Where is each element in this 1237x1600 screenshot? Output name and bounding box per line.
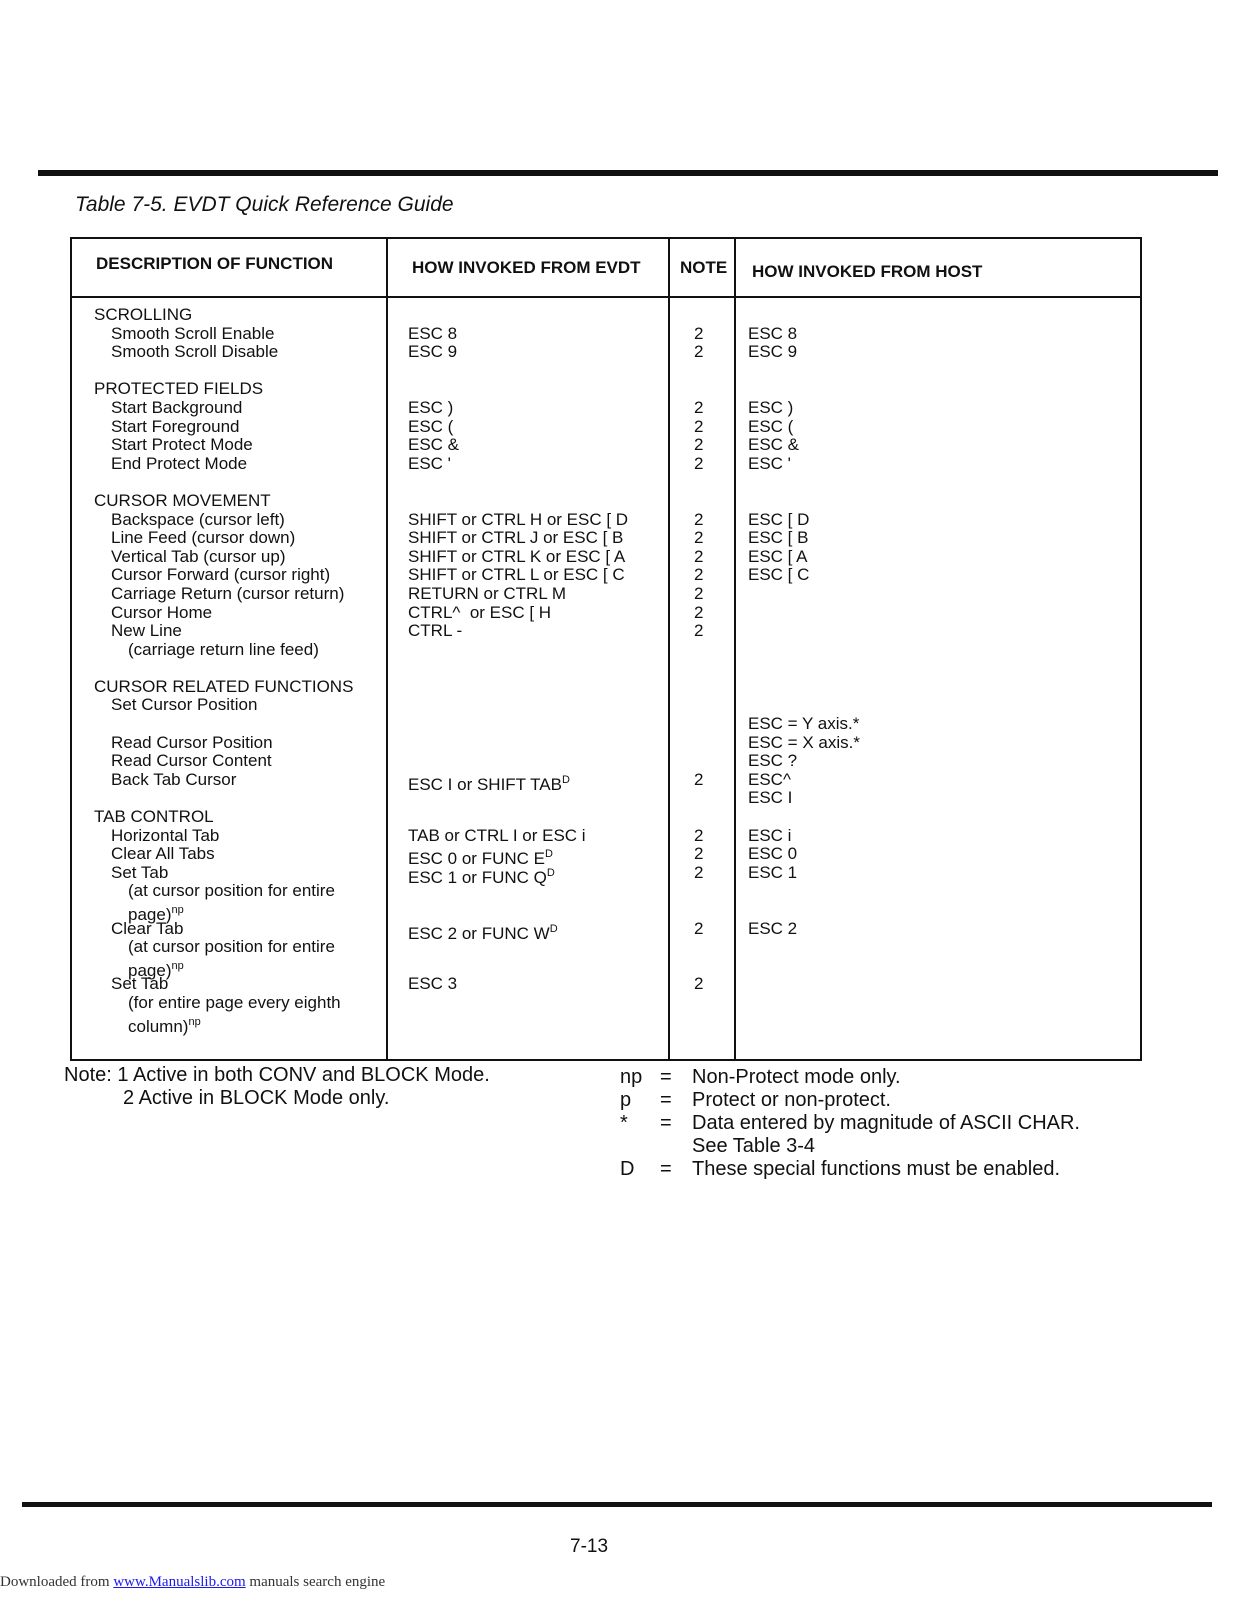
cell-text: SHIFT or CTRL K or ESC [ A	[408, 546, 626, 566]
table-cell-d	[94, 380, 353, 399]
cell-text: ESC &	[408, 435, 460, 455]
note-1: 1 Active in both CONV and BLOCK Mode.	[117, 1064, 490, 1086]
legend	[620, 1066, 1080, 1181]
table-cell-d	[94, 492, 353, 511]
table-cell-d	[94, 641, 353, 660]
cell-text: ESC (	[408, 416, 454, 436]
table-cell-e	[408, 752, 628, 771]
table-cell-h	[748, 901, 860, 920]
cell-text: Smooth Scroll Enable	[111, 323, 275, 343]
table-cell-e	[408, 473, 628, 492]
table-cell-n	[694, 715, 703, 734]
table-cell-e	[408, 306, 628, 325]
legend-text: Non-Protect mode only.	[692, 1066, 901, 1088]
table-cell-e	[408, 864, 628, 887]
header-host: HOW INVOKED FROM HOST	[752, 262, 983, 281]
cell-text: 2	[694, 602, 704, 622]
table-cell-d	[94, 901, 353, 924]
table-cell-n	[694, 882, 703, 901]
cell-text: ESC I	[748, 788, 793, 808]
table-cell-e	[408, 492, 628, 511]
legend-item	[620, 1066, 1080, 1089]
cell-text: ESC [ C	[748, 565, 810, 585]
table-cell-e	[408, 957, 628, 976]
cell-text: ESC '	[748, 453, 791, 473]
cell-text: ESC 9	[408, 342, 458, 362]
superscript: D	[544, 848, 553, 861]
table-cell-d	[94, 920, 353, 939]
table-cell-n	[694, 492, 703, 511]
cell-text: Carriage Return (cursor return)	[111, 583, 345, 603]
table-cell-e	[408, 529, 628, 548]
table-cell-h	[748, 882, 860, 901]
cell-text: ESC = X axis.*	[748, 732, 860, 752]
table-cell-d	[94, 622, 353, 641]
table-cell-h	[748, 864, 860, 883]
table-cell-e	[408, 325, 628, 344]
table-cell-d	[94, 325, 353, 344]
table-cell-n	[694, 845, 703, 864]
cell-text: SHIFT or CTRL L or ESC [ C	[408, 565, 625, 585]
table-cell-n	[694, 994, 703, 1013]
cell-text: 2	[694, 844, 704, 864]
table-cell-d	[94, 957, 353, 980]
table-cell-n	[694, 604, 703, 623]
legend-equals	[660, 1135, 692, 1158]
table-cell-e	[408, 343, 628, 362]
host-column	[748, 306, 860, 1031]
cell-text: Clear All Tabs	[111, 844, 215, 864]
table-cell-n	[694, 789, 703, 808]
legend-key: np	[620, 1066, 643, 1088]
table-cell-d	[94, 752, 353, 771]
cell-text: CTRL -	[408, 621, 463, 641]
table-cell-n	[694, 734, 703, 753]
legend-item	[620, 1158, 1080, 1181]
table-cell-e	[408, 548, 628, 567]
cell-text: 2	[694, 509, 704, 529]
table-cell-d	[94, 882, 353, 901]
table-cell-h	[748, 492, 860, 511]
cell-text: CTRL^ or ESC [ H	[408, 602, 552, 622]
table-cell-n	[694, 957, 703, 976]
cell-text: 2	[694, 528, 704, 548]
table-cell-n	[694, 399, 703, 418]
table-cell-e	[408, 715, 628, 734]
legend-item	[620, 1089, 1080, 1112]
table-cell-n	[694, 641, 703, 660]
legend-equals: =	[660, 1158, 672, 1180]
cell-text: page)	[128, 905, 172, 924]
cell-text: SCROLLING	[94, 305, 193, 324]
table-cell-h	[748, 418, 860, 437]
table-cell-d	[94, 566, 353, 585]
table-cell-n	[694, 827, 703, 846]
cell-text: 2	[694, 769, 704, 789]
cell-text: (carriage return line feed)	[128, 639, 319, 659]
table-cell-n	[694, 920, 703, 939]
cell-text: 2	[694, 565, 704, 585]
table-cell-d	[94, 994, 353, 1013]
table-cell-e	[408, 808, 628, 827]
cell-text: 2	[694, 435, 704, 455]
table-caption: Table 7-5. EVDT Quick Reference Guide	[75, 193, 454, 216]
legend-key	[620, 1135, 660, 1158]
cell-text: Read Cursor Content	[111, 751, 272, 771]
cell-text: Start Protect Mode	[111, 435, 253, 455]
table-cell-d	[94, 436, 353, 455]
table-cell-e	[408, 975, 628, 994]
header-note: NOTE	[680, 258, 728, 277]
table-cell-h	[748, 808, 860, 827]
table-cell-h	[748, 436, 860, 455]
table-cell-e	[408, 455, 628, 474]
table-cell-n	[694, 473, 703, 492]
cell-text: ESC [ B	[748, 528, 809, 548]
table-cell-n	[694, 306, 703, 325]
cell-text: Set Tab	[111, 974, 169, 994]
cell-text: New Line	[111, 621, 182, 641]
cell-text: ESC 8	[748, 323, 798, 343]
table-cell-e	[408, 399, 628, 418]
cell-text: Back Tab Cursor	[111, 769, 237, 789]
legend-item	[620, 1112, 1080, 1135]
table-cell-n	[694, 771, 703, 790]
table-cell-d	[94, 938, 353, 957]
cell-text: 2	[694, 397, 704, 417]
table-cell-d	[94, 455, 353, 474]
table-cell-d	[94, 864, 353, 883]
cell-text: ESC [ A	[748, 546, 808, 566]
table-cell-e	[408, 771, 628, 794]
cell-text: 2	[694, 825, 704, 845]
table-cell-n	[694, 752, 703, 771]
table-cell-d	[94, 975, 353, 994]
table-cell-h	[748, 641, 860, 660]
cell-text: column)	[128, 1016, 189, 1036]
table-cell-e	[408, 920, 628, 943]
table-cell-h	[748, 622, 860, 641]
table-cell-e	[408, 622, 628, 641]
note-column	[694, 306, 703, 1031]
table-cell-n	[694, 529, 703, 548]
evdt-column	[408, 306, 628, 1031]
cell-text: ESC 0 or FUNC E	[408, 849, 545, 869]
table-cell-n	[694, 585, 703, 604]
table-cell-h	[748, 343, 860, 362]
table-cell-e	[408, 362, 628, 381]
table-cell-d	[94, 789, 353, 808]
cell-text: Set Tab	[111, 862, 169, 882]
table-cell-n	[694, 975, 703, 994]
table-cell-h	[748, 659, 860, 678]
table-cell-h	[748, 325, 860, 344]
note-2: 2 Active in BLOCK Mode only.	[123, 1087, 390, 1109]
superscript: np	[171, 959, 184, 972]
cell-text: Line Feed (cursor down)	[111, 528, 296, 548]
table-cell-d	[94, 529, 353, 548]
cell-text: ESC = Y axis.*	[748, 714, 860, 734]
table-cell-n	[694, 808, 703, 827]
cell-text: Cursor Home	[111, 602, 213, 622]
table-cell-n	[694, 380, 703, 399]
table-cell-d	[94, 696, 353, 715]
cell-text: ESC '	[408, 453, 451, 473]
table-cell-h	[748, 734, 860, 753]
cell-text: ESC &	[748, 435, 800, 455]
table-cell-h	[748, 752, 860, 771]
cell-text: (for entire page every eighth	[128, 992, 341, 1012]
cell-text: ESC 8	[408, 323, 458, 343]
table-cell-n	[694, 938, 703, 957]
table-cell-e	[408, 641, 628, 660]
table-cell-e	[408, 418, 628, 437]
table-cell-n	[694, 362, 703, 381]
cell-text: ESC ?	[748, 751, 798, 771]
table-cell-h	[748, 789, 860, 808]
table-cell-h	[748, 845, 860, 864]
table-cell-n	[694, 696, 703, 715]
superscript: np	[171, 904, 184, 916]
cell-text: 2	[694, 918, 704, 938]
table-cell-h	[748, 604, 860, 623]
cell-text: Clear Tab	[111, 918, 184, 938]
table-cell-d	[94, 845, 353, 864]
table-cell-h	[748, 566, 860, 585]
table-cell-n	[694, 548, 703, 567]
cell-text: ESC 2	[748, 918, 798, 938]
table-cell-d	[94, 399, 353, 418]
table-cell-h	[748, 585, 860, 604]
cell-text: ESC i	[748, 825, 792, 845]
header-description: DESCRIPTION OF FUNCTION	[96, 254, 334, 273]
table-cell-n	[694, 901, 703, 920]
table-cell-h	[748, 399, 860, 418]
cell-text: Backspace (cursor left)	[111, 509, 285, 529]
table-cell-h	[748, 362, 860, 381]
cell-text: Start Foreground	[111, 416, 240, 436]
notes-left	[64, 1064, 490, 1110]
table-cell-n	[694, 343, 703, 362]
legend-text: Data entered by magnitude of ASCII CHAR.	[692, 1112, 1080, 1134]
legend-key: *	[620, 1112, 628, 1134]
cell-text: Set Cursor Position	[111, 695, 258, 715]
table-cell-d	[94, 734, 353, 753]
table-cell-h	[748, 306, 860, 325]
table-cell-e	[408, 659, 628, 678]
legend-item	[620, 1135, 1080, 1158]
table-cell-n	[694, 511, 703, 530]
cell-text: ESC 2 or FUNC W	[408, 923, 550, 943]
cell-text: ESC 0	[748, 844, 798, 864]
cell-text: ESC 1 or FUNC Q	[408, 867, 547, 887]
cell-text: (at cursor position for entire	[128, 937, 335, 957]
table-cell-h	[748, 529, 860, 548]
table-cell-n	[694, 566, 703, 585]
cell-text: End Protect Mode	[111, 453, 248, 473]
superscript: D	[561, 773, 570, 786]
table-cell-e	[408, 901, 628, 920]
superscript: np	[188, 1015, 201, 1028]
description-column	[94, 305, 354, 1036]
table-cell-d	[94, 511, 353, 530]
table-cell-n	[694, 678, 703, 697]
bottom-rule	[22, 1502, 1212, 1507]
table-cell-e	[408, 994, 628, 1013]
table-cell-e	[408, 380, 628, 399]
table-cell-n	[694, 622, 703, 641]
cell-text: 2	[694, 862, 704, 882]
cell-text: 2	[694, 583, 704, 603]
legend-text: Protect or non-protect.	[692, 1089, 891, 1111]
table-cell-d	[94, 1013, 353, 1036]
cell-text: CURSOR MOVEMENT	[94, 490, 271, 510]
table-cell-d	[94, 604, 353, 623]
column-divider	[386, 237, 388, 1059]
cell-text: Cursor Forward (cursor right)	[111, 565, 331, 585]
header-evdt: HOW INVOKED FROM EVDT	[412, 258, 641, 277]
cell-text: TAB CONTROL	[94, 807, 214, 827]
table-cell-e	[408, 734, 628, 753]
table-cell-d	[94, 548, 353, 567]
superscript: D	[546, 866, 555, 879]
cell-text: page)	[128, 960, 172, 980]
legend-equals: =	[660, 1112, 672, 1134]
table-cell-e	[408, 436, 628, 455]
table-cell-e	[408, 585, 628, 604]
footer-prefix: Downloaded from	[0, 1574, 114, 1590]
note-label: Note:	[64, 1064, 112, 1086]
table-cell-n	[694, 1013, 703, 1032]
legend-key: D	[620, 1158, 635, 1180]
legend-text: See Table 3-4	[692, 1135, 816, 1157]
legend-equals: =	[660, 1066, 672, 1088]
table-cell-n	[694, 864, 703, 883]
table-cell-n	[694, 455, 703, 474]
table-cell-e	[408, 678, 628, 697]
cell-text: SHIFT or CTRL H or ESC [ D	[408, 509, 629, 529]
table-cell-d	[94, 715, 353, 734]
cell-text: TAB or CTRL I or ESC i	[408, 825, 586, 845]
table-cell-h	[748, 696, 860, 715]
table-cell-d	[94, 659, 353, 678]
cell-text: 2	[694, 453, 704, 473]
cell-text: ESC 1	[748, 862, 798, 882]
table-cell-e	[408, 1013, 628, 1032]
superscript: D	[549, 922, 558, 935]
cell-text: 2	[694, 323, 704, 343]
cell-text: 2	[694, 974, 704, 994]
cell-text: ESC [ D	[748, 509, 810, 529]
cell-text: ESC )	[408, 397, 454, 417]
cell-text: Smooth Scroll Disable	[111, 342, 279, 362]
cell-text: 2	[694, 621, 704, 641]
table-cell-h	[748, 678, 860, 697]
table-cell-h	[748, 938, 860, 957]
cell-text: ESC^	[748, 769, 791, 789]
footer	[0, 1574, 385, 1591]
table-cell-d	[94, 362, 353, 381]
table-cell-h	[748, 920, 860, 939]
table-cell-d	[94, 808, 353, 827]
top-rule	[38, 170, 1218, 176]
page-number: 7-13	[570, 1536, 609, 1557]
table-cell-e	[408, 827, 628, 846]
table-cell-h	[748, 548, 860, 567]
table-cell-n	[694, 325, 703, 344]
cell-text: RETURN or CTRL M	[408, 583, 567, 603]
cell-text: ESC (	[748, 416, 794, 436]
table-cell-d	[94, 418, 353, 437]
footer-link[interactable]: www.Manualslib.com	[113, 1574, 246, 1590]
table-cell-h	[748, 473, 860, 492]
footer-suffix: manuals search engine	[245, 1574, 386, 1590]
table-cell-d	[94, 585, 353, 604]
table-cell-h	[748, 957, 860, 976]
cell-text: ESC I or SHIFT TAB	[408, 774, 562, 794]
table-cell-d	[94, 678, 353, 697]
cell-text: 2	[694, 342, 704, 362]
cell-text: (at cursor position for entire	[128, 881, 335, 901]
table-cell-n	[694, 436, 703, 455]
table-cell-h	[748, 511, 860, 530]
cell-text: Horizontal Tab	[111, 825, 220, 845]
table-cell-d	[94, 771, 353, 790]
table-cell-e	[408, 696, 628, 715]
table-cell-n	[694, 418, 703, 437]
cell-text: CURSOR RELATED FUNCTIONS	[94, 676, 354, 696]
cell-text: Vertical Tab (cursor up)	[111, 546, 286, 566]
cell-text: Start Background	[111, 397, 243, 417]
table-cell-n	[694, 659, 703, 678]
cell-text: 2	[694, 416, 704, 436]
table-cell-d	[94, 827, 353, 846]
table-cell-h	[748, 994, 860, 1013]
cell-text: Read Cursor Position	[111, 732, 273, 752]
table-cell-h	[748, 1013, 860, 1032]
cell-text: ESC 3	[408, 974, 458, 994]
table-cell-d	[94, 343, 353, 362]
table-cell-h	[748, 975, 860, 994]
legend-text: These special functions must be enabled.	[692, 1158, 1060, 1180]
table-cell-e	[408, 566, 628, 585]
header-divider	[70, 296, 1140, 298]
cell-text: ESC 9	[748, 342, 798, 362]
table-cell-d	[94, 473, 353, 492]
table-cell-e	[408, 511, 628, 530]
table-cell-d	[94, 306, 353, 325]
table-cell-e	[408, 845, 628, 869]
table-cell-h	[748, 455, 860, 474]
table-cell-h	[748, 771, 860, 790]
cell-text: PROTECTED FIELDS	[94, 379, 264, 399]
legend-equals: =	[660, 1089, 672, 1111]
table-cell-h	[748, 715, 860, 734]
cell-text: 2	[694, 546, 704, 566]
table-cell-h	[748, 380, 860, 399]
cell-text: SHIFT or CTRL J or ESC [ B	[408, 528, 624, 548]
table-cell-e	[408, 604, 628, 623]
column-divider	[734, 237, 736, 1059]
table-cell-h	[748, 827, 860, 846]
legend-key: p	[620, 1089, 632, 1111]
cell-text: ESC )	[748, 397, 794, 417]
column-divider	[668, 237, 670, 1059]
